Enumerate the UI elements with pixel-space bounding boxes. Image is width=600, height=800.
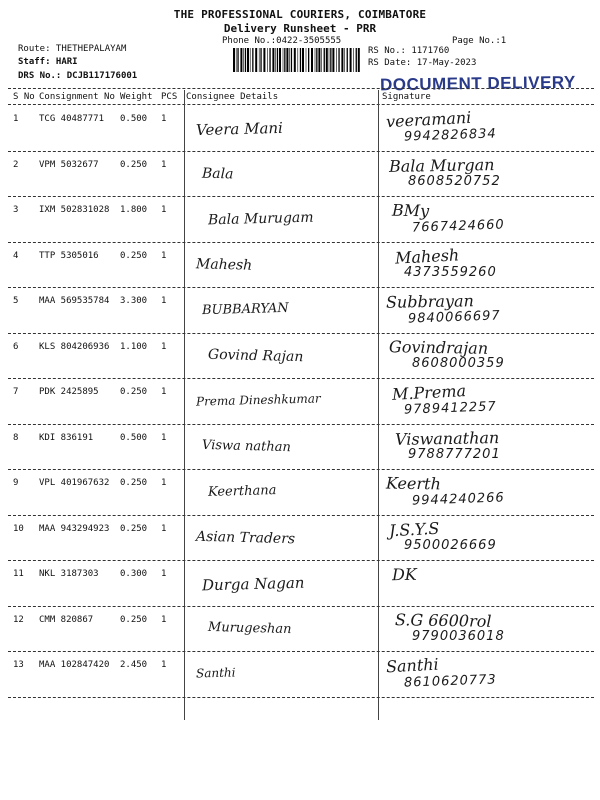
row-consignment-no: TTP 5305016 — [39, 250, 99, 261]
row-pcs: 1 — [161, 614, 167, 625]
row-signature: J.S.Y.S — [388, 518, 440, 540]
row-pcs: 1 — [161, 660, 167, 670]
row-consignee-name: Prema Dineshkumar — [195, 391, 321, 409]
company-phone: Phone No.:0422-3505555 — [222, 36, 342, 46]
row-consignee-name: Veera Mani — [195, 118, 284, 140]
row-consignee-name: Durga Nagan — [201, 573, 305, 595]
document-delivery-stamp: DOCUMENT DELIVERY — [379, 72, 576, 95]
row-consignment-no: NKL 3187303 — [39, 569, 99, 579]
row-divider — [8, 424, 594, 425]
row-signature-phone: 9788777201 — [408, 446, 501, 462]
row-consignment-no: MAA 569535784 — [39, 296, 110, 306]
row-signature-phone: 7667424660 — [411, 217, 505, 236]
row-divider — [8, 560, 594, 561]
row-signature-phone: 8608520752 — [408, 173, 501, 189]
row-signature: Santhi — [385, 654, 440, 677]
row-signature: Subbrayan — [385, 291, 474, 312]
row-signature: Keerth — [385, 473, 442, 494]
row-pcs: 1 — [161, 205, 167, 215]
row-pcs: 1 — [161, 159, 167, 170]
row-weight: 0.300 — [120, 569, 148, 579]
page-number: Page No.:1 — [452, 36, 507, 46]
row-signature: Viswanathan — [394, 427, 500, 449]
row-signature: Mahesh — [394, 244, 460, 268]
row-sno: 9 — [13, 478, 19, 488]
row-consignment-no: VPL 401967632 — [39, 478, 110, 488]
rs-number: RS No.: 1171760 — [368, 46, 450, 56]
row-consignment-no: KLS 804206936 — [39, 341, 110, 352]
row-signature-phone: 9500026669 — [404, 537, 497, 553]
row-weight: 0.250 — [120, 250, 148, 261]
row-signature-phone: 9944240266 — [411, 490, 505, 509]
row-consignee-name: Govind Rajan — [207, 346, 304, 365]
row-weight: 0.250 — [120, 478, 148, 488]
staff: Staff: HARI — [18, 57, 78, 67]
row-signature: M.Prema — [391, 381, 467, 404]
row-signature: S.G 6600rol — [394, 609, 492, 631]
col-signature: Signature — [382, 92, 431, 102]
runsheet-title: Delivery Runsheet - PRR — [223, 22, 377, 35]
row-sno: 12 — [13, 614, 24, 625]
row-signature-phone: 9942826834 — [403, 126, 497, 145]
row-consignee-name: Mahesh — [195, 255, 253, 274]
row-divider — [8, 242, 594, 243]
row-signature: BMy — [391, 200, 430, 221]
row-consignee-name: Bala Murugam — [207, 209, 314, 229]
row-divider — [8, 196, 594, 197]
divider-consignee — [184, 90, 185, 720]
row-signature: DK — [391, 564, 417, 585]
row-weight: 0.250 — [120, 387, 148, 397]
barcode — [233, 48, 361, 72]
row-sno: 2 — [13, 159, 19, 170]
row-signature-phone: 8610620773 — [403, 672, 497, 691]
row-consignment-no: KDI 836191 — [39, 432, 94, 443]
row-weight: 2.450 — [120, 660, 148, 670]
row-signature-phone: 9789412257 — [403, 399, 497, 418]
header-rule-bottom — [8, 104, 594, 105]
row-consignee-name: Bala — [201, 165, 234, 182]
row-weight: 0.500 — [120, 432, 148, 443]
row-divider — [8, 469, 594, 470]
row-sno: 4 — [13, 250, 19, 261]
row-sno: 1 — [13, 114, 19, 124]
col-pcs: PCS — [161, 92, 178, 102]
row-signature: veeramani — [385, 107, 472, 132]
row-signature: Govindrajan — [388, 336, 489, 358]
col-weight: Weight — [120, 92, 153, 102]
row-sno: 8 — [13, 432, 19, 443]
row-divider — [8, 651, 594, 652]
row-pcs: 1 — [161, 478, 167, 488]
row-consignment-no: IXM 502831028 — [39, 205, 110, 215]
row-pcs: 1 — [161, 114, 167, 124]
row-weight: 1.100 — [120, 341, 148, 352]
row-weight: 1.800 — [120, 205, 148, 215]
row-sno: 13 — [13, 660, 24, 670]
row-divider — [8, 697, 594, 698]
row-consignment-no: PDK 2425895 — [39, 387, 99, 397]
row-pcs: 1 — [161, 341, 167, 352]
row-consignee-name: Santhi — [195, 665, 236, 681]
row-signature: Bala Murgan — [388, 154, 495, 176]
row-weight: 3.300 — [120, 296, 148, 306]
row-consignment-no: TCG 40487771 — [39, 114, 105, 124]
row-sno: 7 — [13, 387, 19, 397]
row-consignee-name: Keerthana — [207, 483, 277, 500]
row-divider — [8, 151, 594, 152]
row-consignment-no: MAA 102847420 — [39, 660, 110, 670]
col-consignment: Consignment No — [39, 92, 115, 102]
row-sno: 3 — [13, 205, 19, 215]
row-weight: 0.500 — [120, 114, 148, 124]
row-consignment-no: CMM 820867 — [39, 614, 94, 625]
row-divider — [8, 333, 594, 334]
row-signature-phone: 9840066697 — [407, 308, 501, 327]
row-weight: 0.250 — [120, 159, 148, 170]
col-sno: S No — [13, 92, 35, 102]
row-sno: 5 — [13, 296, 19, 306]
row-divider — [8, 287, 594, 288]
row-divider — [8, 378, 594, 379]
col-consignee: Consignee Details — [186, 92, 279, 102]
row-consignment-no: VPM 5032677 — [39, 159, 99, 170]
rs-date: RS Date: 17-May-2023 — [368, 58, 477, 68]
row-signature-phone: 9790036018 — [412, 628, 505, 644]
row-consignee-name: Murugeshan — [207, 619, 292, 637]
row-pcs: 1 — [161, 523, 167, 534]
row-pcs: 1 — [161, 569, 167, 579]
drs-number: DRS No.: DCJB117176001 — [18, 71, 138, 81]
row-pcs: 1 — [161, 250, 167, 261]
row-consignee-name: Asian Traders — [195, 528, 296, 547]
row-consignee-name: BUBBARYAN — [201, 300, 289, 319]
row-consignee-name: Viswa nathan — [201, 437, 292, 455]
company-title: THE PROFESSIONAL COURIERS, COIMBATORE — [173, 8, 427, 21]
header-rule-top — [8, 88, 594, 89]
row-weight: 0.250 — [120, 523, 148, 534]
row-signature-phone: 8608000359 — [412, 355, 505, 371]
row-sno: 11 — [13, 569, 24, 579]
row-signature-phone: 4373559260 — [404, 264, 497, 280]
row-pcs: 1 — [161, 387, 167, 397]
row-pcs: 1 — [161, 296, 167, 306]
row-divider — [8, 606, 594, 607]
divider-signature — [378, 90, 379, 720]
row-sno: 6 — [13, 341, 19, 352]
row-weight: 0.250 — [120, 614, 148, 625]
route: Route: THETHEPALAYAM — [18, 44, 127, 54]
row-sno: 10 — [13, 523, 24, 534]
row-pcs: 1 — [161, 432, 167, 443]
row-consignment-no: MAA 943294923 — [39, 523, 110, 534]
row-divider — [8, 515, 594, 516]
